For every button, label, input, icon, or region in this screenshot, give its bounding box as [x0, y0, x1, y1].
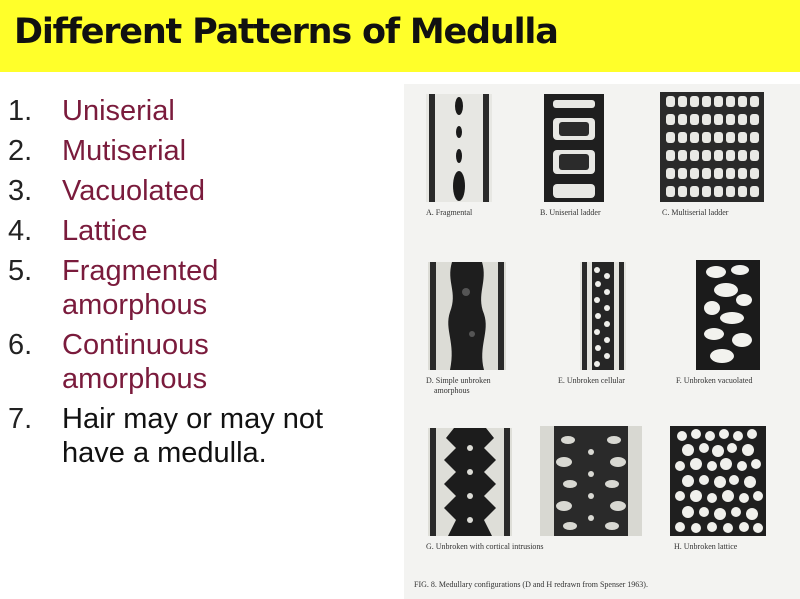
- slide-title: Different Patterns of Medulla: [14, 12, 558, 52]
- list-number: 6.: [8, 329, 33, 361]
- list-item: [8, 174, 403, 208]
- caption-amorphous: amorphous: [434, 386, 470, 395]
- list-text: [62, 402, 323, 470]
- list-text-line: amorphous: [62, 363, 208, 395]
- list-text-line: Fragmented: [62, 255, 219, 287]
- list-item: [8, 402, 403, 470]
- caption-unbroken-lattice: H. Unbroken lattice: [674, 542, 738, 551]
- list-number: 2.: [8, 135, 33, 167]
- list-item: [8, 94, 403, 128]
- cortical-intrusions-image: [428, 428, 512, 536]
- title-bar: [0, 0, 800, 72]
- list-number: 7.: [8, 403, 33, 435]
- list-text: [62, 328, 209, 396]
- list-text-line: Hair may or may not: [62, 403, 324, 435]
- list-text: Mutiserial: [62, 135, 187, 167]
- multiserial-ladder-image: [660, 92, 764, 202]
- list-number: 3.: [8, 175, 33, 207]
- caption-unbroken-cellular: E. Unbroken cellular: [558, 376, 625, 385]
- list-text: Lattice: [62, 215, 148, 247]
- caption-multiserial-ladder: C. Multiserial ladder: [662, 208, 729, 217]
- cortical-intrusions-detail-image: [540, 426, 642, 536]
- list-number: 5.: [8, 255, 33, 287]
- simple-unbroken-amorphous-image: [428, 262, 506, 370]
- figure-caption: FIG. 8. Medullary configurations (D and H redrawn from Spenser 1963).: [414, 580, 648, 589]
- medulla-figure: [404, 84, 800, 599]
- list-item: [8, 134, 403, 168]
- caption-unbroken-vacuolated: F. Unbroken vacuolated: [676, 376, 753, 385]
- list-text-line: Continuous: [62, 329, 209, 361]
- uniserial-ladder-image: [544, 94, 604, 202]
- list-item: [8, 214, 403, 248]
- pattern-list: [8, 94, 403, 476]
- fragmental-medulla-image: [426, 94, 492, 202]
- caption-cortical-intrusions: G. Unbroken with cortical intrusions: [426, 542, 544, 551]
- unbroken-cellular-image: [580, 262, 626, 370]
- list-number: 4.: [8, 215, 33, 247]
- unbroken-lattice-image: [670, 426, 766, 536]
- caption-uniserial-ladder: B. Uniserial ladder: [540, 208, 601, 217]
- list-text-line: amorphous: [62, 289, 208, 321]
- caption-simple-unbroken: D. Simple unbroken: [426, 376, 491, 385]
- list-text: [62, 254, 218, 322]
- caption-fragmental: A. Fragmental: [426, 208, 473, 217]
- list-text: Uniserial: [62, 95, 175, 127]
- list-text-line: have a medulla.: [62, 437, 267, 469]
- list-number: 1.: [8, 95, 33, 127]
- list-item: [8, 254, 403, 322]
- unbroken-vacuolated-image: [696, 260, 760, 370]
- list-item: [8, 328, 403, 396]
- list-text: Vacuolated: [62, 175, 205, 207]
